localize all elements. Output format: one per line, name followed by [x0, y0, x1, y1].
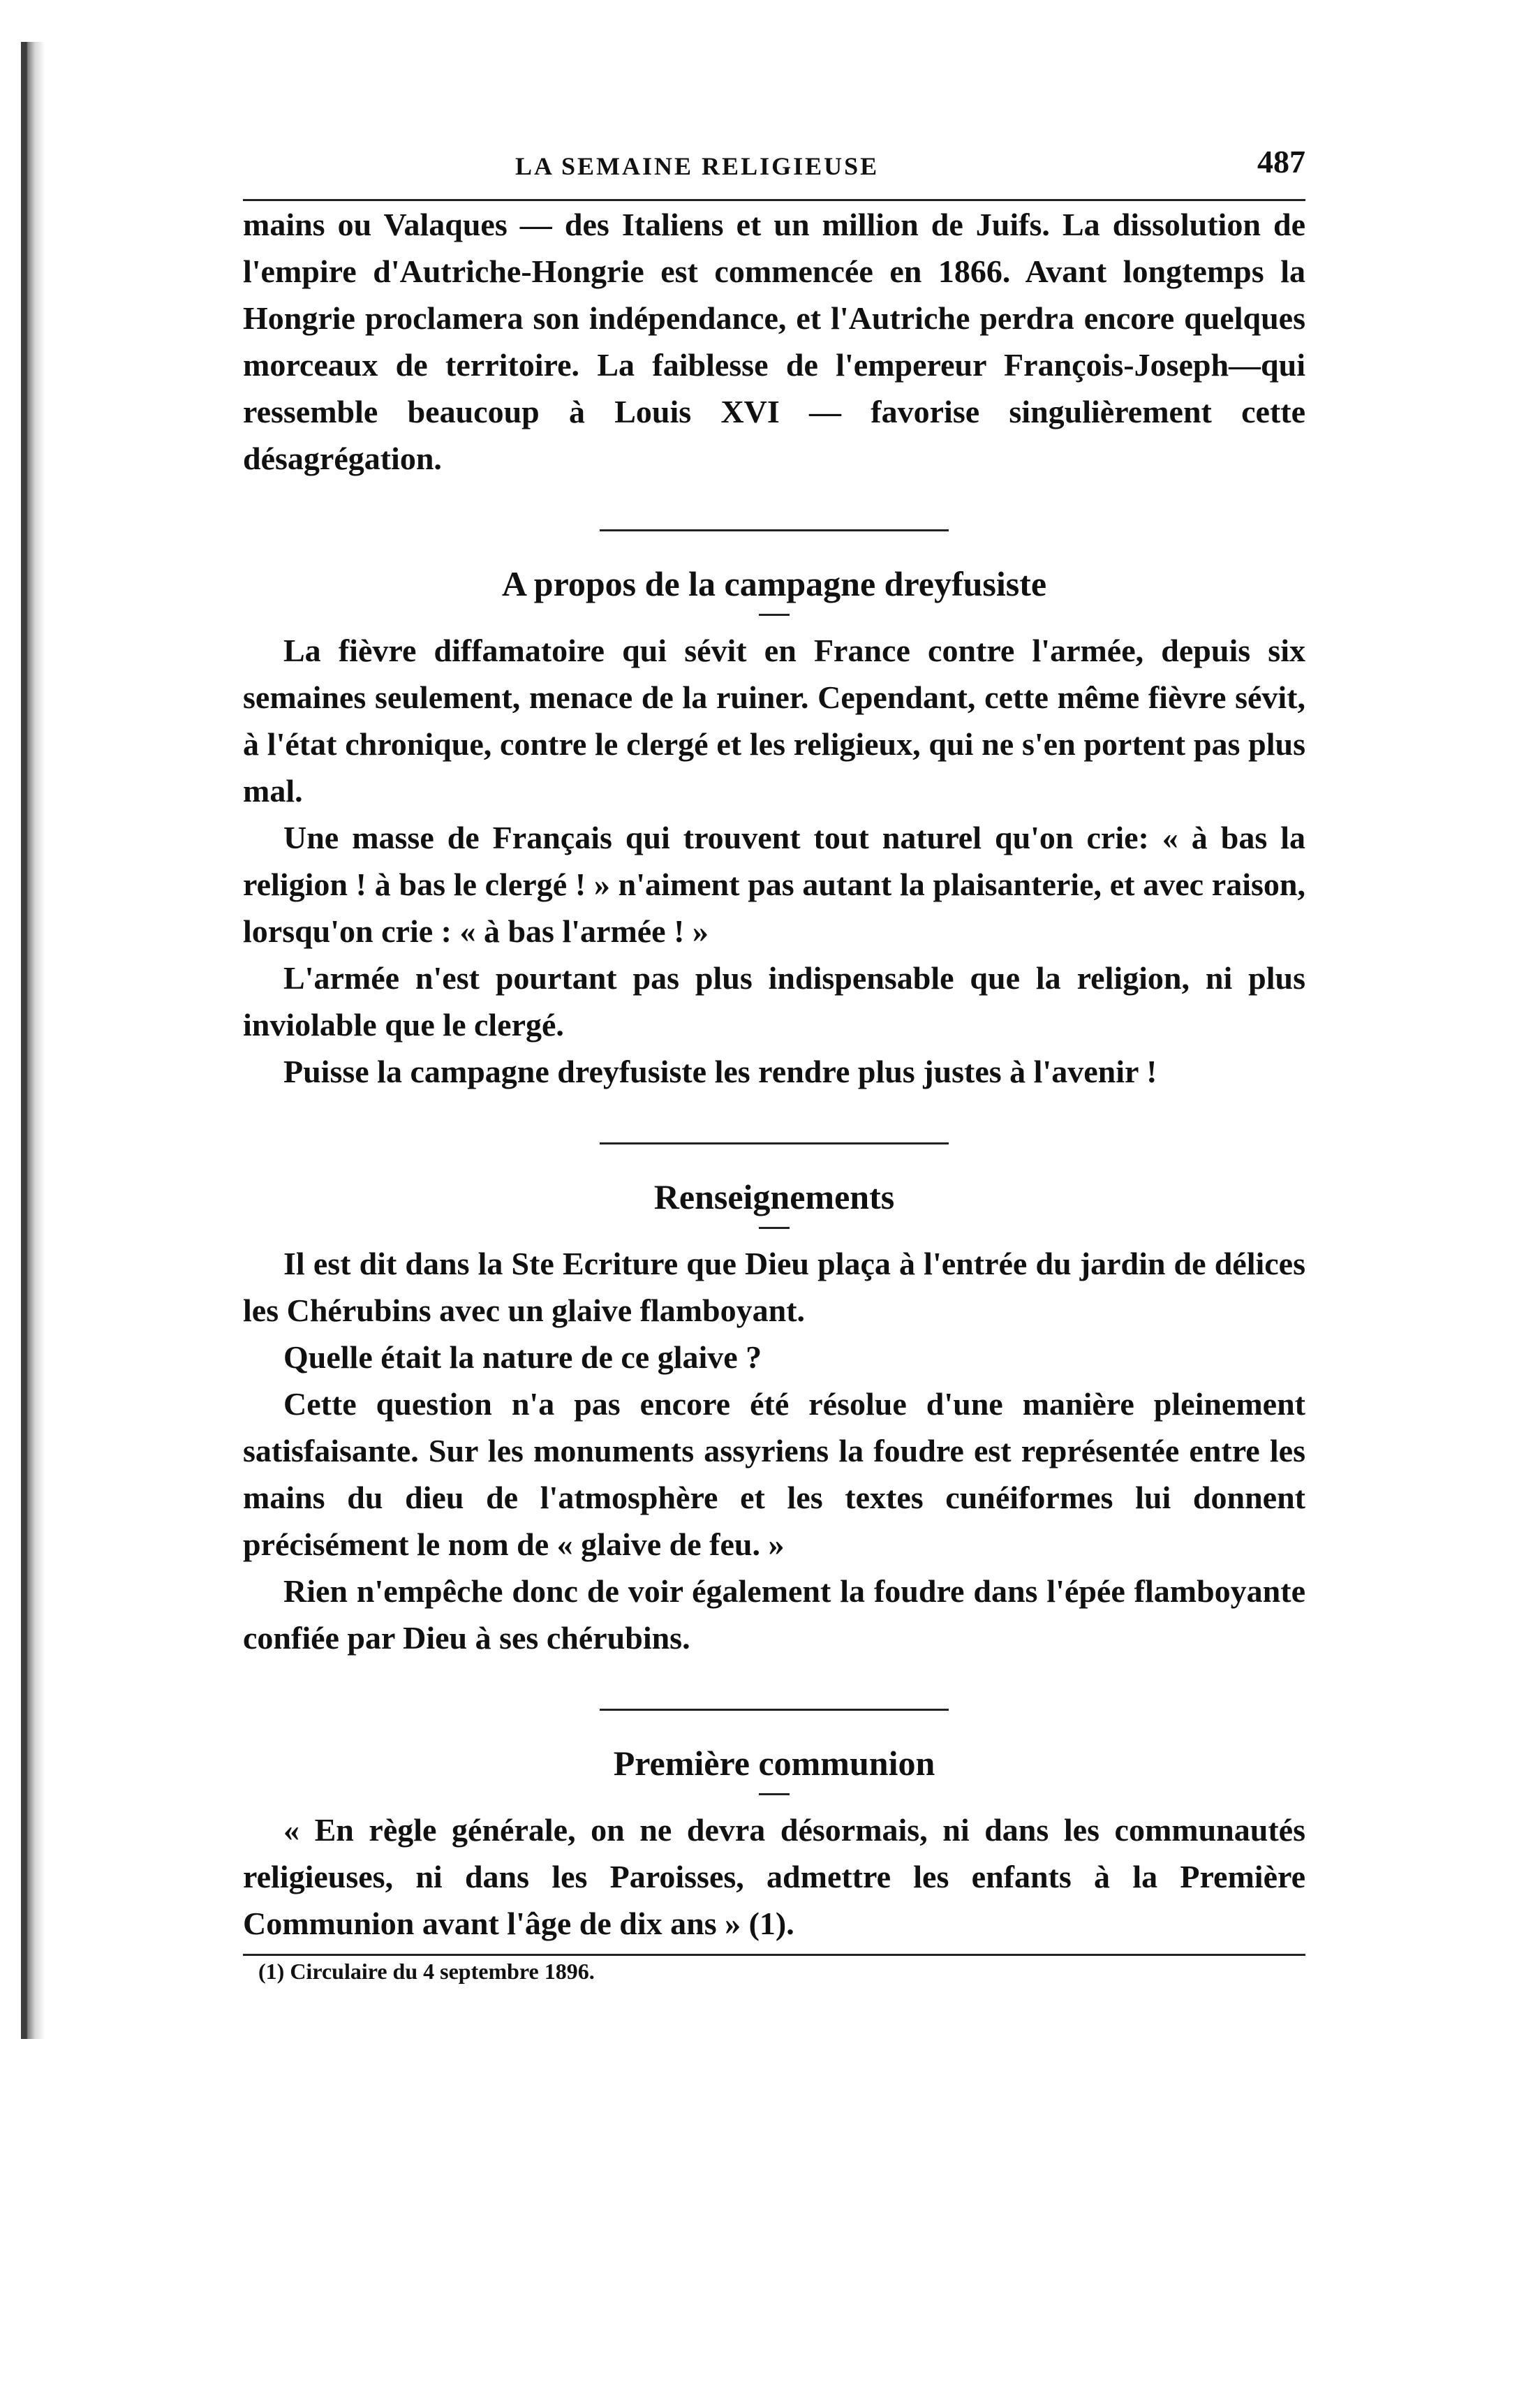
- title-dash: [759, 1793, 790, 1795]
- paragraph: L'armée n'est pourtant pas plus indispensable que la religion, ni plus inviolable que le clergé.: [243, 960, 1305, 1043]
- title-dash: [759, 1227, 790, 1229]
- running-header: [243, 136, 1305, 185]
- paragraph: « En règle générale, on ne devra désormais, ni dans les communautés religieuses, ni dans les Paroisses, admettre les enfants à la Première Communion avant l'âge de dix ans » (1).: [243, 1812, 1305, 1941]
- paragraph: Quelle était la nature de ce glaive ?: [283, 1339, 762, 1375]
- title-dash: [759, 614, 790, 616]
- page: [243, 136, 1305, 1987]
- section-title-renseignements: Renseignements: [653, 1177, 895, 1216]
- main-text: [243, 201, 1305, 1947]
- paragraph: Puisse la campagne dreyfusiste les rendre plus justes à l'avenir !: [283, 1054, 1157, 1089]
- paragraph: Cette question n'a pas encore été résolue d'une manière pleinement satisfaisante. Sur les monuments assyriens la foudre est représentée entre les mains du dieu de l'atmosphère et les textes cunéiformes lui donnent précisément le nom de « glaive de feu. »: [243, 1386, 1305, 1562]
- intro-paragraph: mains ou Valaques — des Italiens et un million de Juifs. La dissolution de l'empire d'Autriche-Hongrie est commencée en 1866. Avant longtemps la Hongrie proclamera son indépendance, et l'Autriche perdra encore quelques morceaux de territoire. La faiblesse de l'empereur François-Joseph—qui ressemble beaucoup à Louis XVI — favorise singulièrement cette désagrégation.: [243, 207, 1305, 476]
- page-binding-edge: [21, 42, 45, 2039]
- section-title-campagne-dreyfusiste: A propos de la campagne dreyfusiste: [501, 564, 1047, 603]
- paragraph: La fièvre diffamatoire qui sévit en France contre l'armée, depuis six semaines seulement, menace de la ruiner. Cependant, cette même fièvre sévit, à l'état chronique, contre le clergé et les religieux, qui ne s'en portent pas plus mal.: [243, 633, 1305, 809]
- footnote: (1) Circulaire du 4 septembre 1896.: [258, 1959, 595, 1984]
- paragraph: Rien n'empêche donc de voir également la foudre dans l'épée flamboyante confiée par Dieu à ses chérubins.: [243, 1573, 1305, 1656]
- paragraph: Il est dit dans la Ste Ecriture que Dieu plaça à l'entrée du jardin de délices les Chérubins avec un glaive flamboyant.: [243, 1246, 1305, 1328]
- section-separator: [600, 1709, 949, 1711]
- section-separator: [600, 529, 949, 531]
- section-separator: [600, 1142, 949, 1144]
- page-number: 487: [1257, 144, 1305, 179]
- section-title-premiere-communion: Première communion: [613, 1744, 935, 1783]
- running-title: LA SEMAINE RELIGIEUSE: [515, 152, 880, 180]
- paragraph: Une masse de Français qui trouvent tout naturel qu'on crie: « à bas la religion ! à bas le clergé ! » n'aiment pas autant la plaisanterie, et avec raison, lorsqu'on crie : « à bas l'armée ! »: [243, 820, 1305, 949]
